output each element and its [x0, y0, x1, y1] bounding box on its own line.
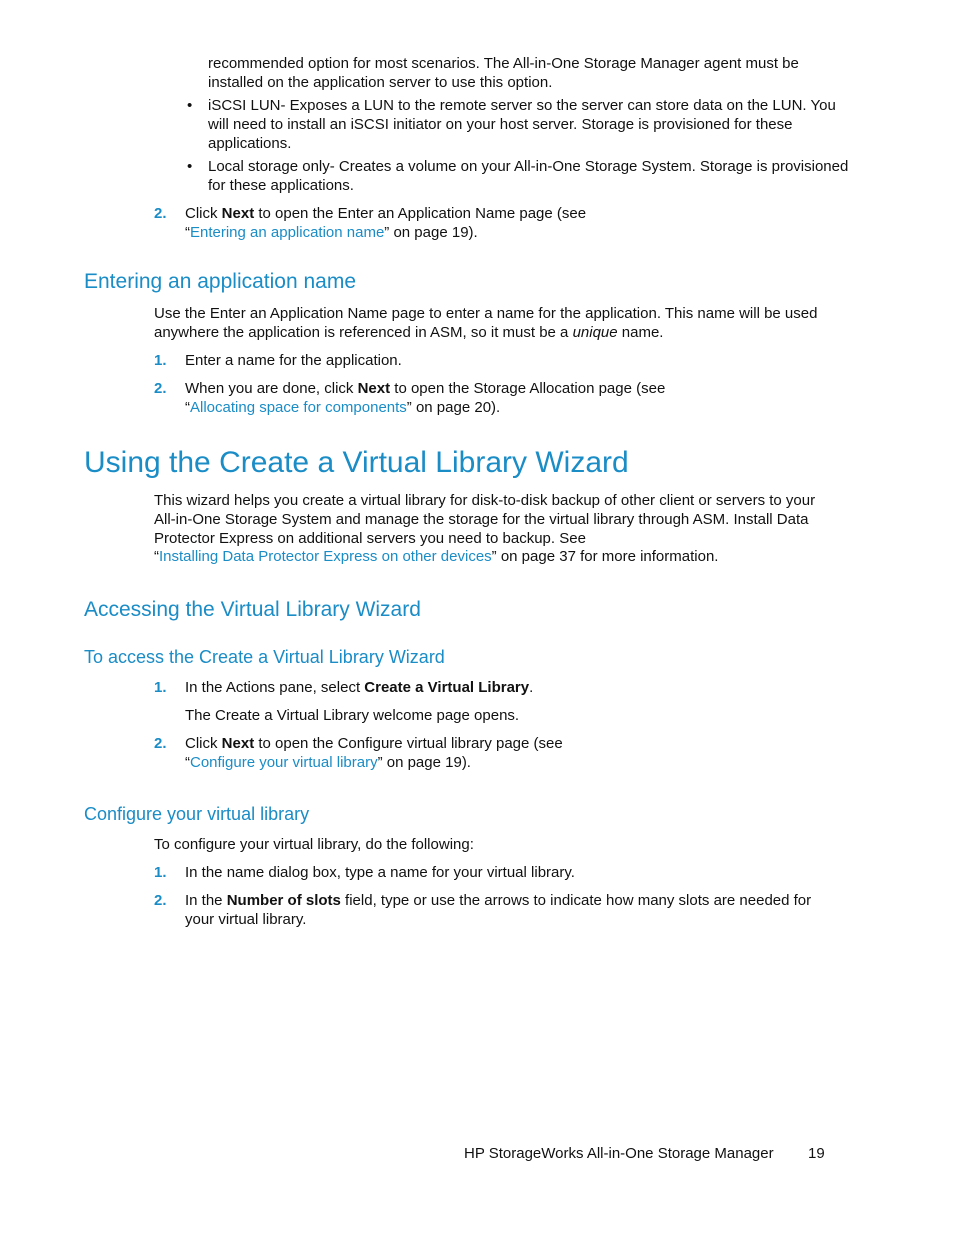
bullet-1-line-1: iSCSI LUN- Exposes a LUN to the remote server so the server can store data on the LUN. You [208, 97, 836, 114]
heading-accessing-wizard: Accessing the Virtual Library Wizard [84, 598, 421, 621]
bullet-icon: • [187, 158, 193, 175]
step-number: 2. [154, 380, 167, 397]
link-entering-application-name[interactable]: Entering an application name [190, 224, 385, 241]
heading-entering-application-name: Entering an application name [84, 270, 357, 293]
configure-step-1: In the name dialog box, type a name for your virtual library. [185, 864, 575, 881]
accessing-step-2-line-1: Click Next to open the Configure virtual library page (see [185, 735, 563, 752]
entering-step-1: Enter a name for the application. [185, 352, 402, 369]
step-number: 1. [154, 352, 167, 369]
intro-step-2-line-2: “Entering an application name” on page 19). [185, 224, 478, 241]
accessing-step-1: In the Actions pane, select Create a Virtual Library. [185, 679, 534, 696]
configure-intro: To configure your virtual library, do the following: [154, 836, 474, 853]
step-number: 2. [154, 892, 167, 909]
intro-line-2: installed on the application server to use this option. [208, 74, 553, 91]
wizard-para-line-2: All-in-One Storage System and manage the storage for the virtual library through ASM. Install Data [154, 511, 809, 528]
bullet-icon: • [187, 97, 193, 114]
bullet-1-line-2: will need to install an iSCSI initiator on your host server. Storage is provisioned for these [208, 116, 793, 133]
accessing-step-2-line-2: “Configure your virtual library” on page 19). [185, 754, 471, 771]
step-number: 2. [154, 205, 167, 222]
entering-step-2-line-1: When you are done, click Next to open the Storage Allocation page (see [185, 380, 666, 397]
wizard-para-line-1: This wizard helps you create a virtual library for disk-to-disk backup of other client or servers to your [154, 492, 816, 509]
intro-step-2-line-1: Click Next to open the Enter an Application Name page (see [185, 205, 587, 222]
entering-para-line-2: anywhere the application is referenced in ASM, so it must be a unique name. [154, 324, 664, 341]
link-installing-data-protector[interactable]: Installing Data Protector Express on other devices [159, 548, 492, 565]
link-allocating-space[interactable]: Allocating space for components [190, 399, 407, 416]
page-number: 19 [808, 1145, 825, 1162]
bullet-1-line-3: applications. [208, 135, 292, 152]
accessing-step-1-result: The Create a Virtual Library welcome page opens. [185, 707, 520, 724]
configure-step-2-line-1: In the Number of slots field, type or use the arrows to indicate how many slots are needed for [185, 892, 812, 909]
bullet-2-line-1: Local storage only- Creates a volume on your All-in-One Storage System. Storage is provisioned [208, 158, 849, 175]
entering-step-2-line-2: “Allocating space for components” on page 20). [185, 399, 501, 416]
link-configure-virtual-library[interactable]: Configure your virtual library [190, 754, 378, 771]
bullet-2-line-2: for these applications. [208, 177, 354, 194]
configure-step-2-line-2: your virtual library. [185, 911, 307, 928]
step-number: 1. [154, 679, 167, 696]
heading-virtual-library-wizard: Using the Create a Virtual Library Wizard [84, 446, 629, 479]
entering-para-line-1: Use the Enter an Application Name page to enter a name for the application. This name will be used [154, 305, 818, 322]
step-number: 2. [154, 735, 167, 752]
intro-line-1: recommended option for most scenarios. The All-in-One Storage Manager agent must be [208, 55, 799, 72]
wizard-para-line-3: Protector Express on additional servers you need to backup. See [154, 530, 586, 547]
subheading-access-wizard: To access the Create a Virtual Library Wizard [84, 647, 445, 667]
footer-title: HP StorageWorks All-in-One Storage Manager [464, 1145, 774, 1162]
heading-configure-virtual-library: Configure your virtual library [84, 804, 310, 824]
wizard-para-line-4: “Installing Data Protector Express on other devices” on page 37 for more information. [154, 548, 719, 565]
step-number: 1. [154, 864, 167, 881]
